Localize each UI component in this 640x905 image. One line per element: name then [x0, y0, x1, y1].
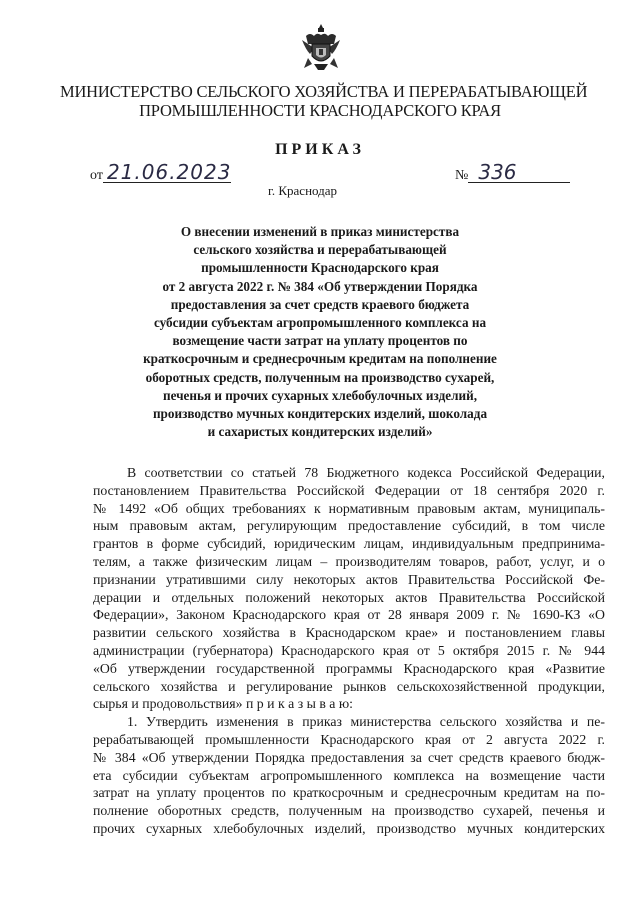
body-line: сырья и продовольствия» п р и к а з ы в а ю: [93, 696, 354, 712]
city-name: г. Краснодар [268, 183, 338, 198]
body-line: сельского хозяйства и регулирование рынков сельскохозяйственной продукции, [93, 678, 605, 694]
body-line: постановлением Правительства Российской Федерации от 18 сентября 2020 г. [93, 482, 605, 498]
body-line: «Об утверждении государственной программы Краснодарского края «Развитие [93, 660, 605, 676]
subject-line: О внесении изменений в приказ министерства [180, 224, 460, 239]
subject-line: краткосрочным и среднесрочным кредитам на пополнение [143, 351, 497, 367]
body-line: телям, а также физическим лицам – производителям товаров, работ, услуг, и о [93, 553, 605, 569]
order-subject [100, 223, 540, 441]
body-line: 1. Утвердить изменения в приказ министерства сельского хозяйства и пе- [127, 714, 605, 730]
subject-line: субсидии субъектам агропромышленного комплекса на [153, 315, 487, 331]
number-value: 336 [468, 162, 570, 183]
subject-line: возмещение части затрат на уплату процентов по [172, 333, 468, 349]
ministry-line: ПРОМЫШЛЕННОСТИ КРАСНОДАРСКОГО КРАЯ [139, 101, 501, 120]
coat-of-arms-icon [300, 22, 342, 72]
subject-line: производство мучных кондитерских изделий, шоколада [152, 406, 488, 422]
subject-line: сельского хозяйства и перерабатывающей [193, 242, 447, 258]
body-line: ным правовым актам, регулирующим предоставление субсидий, в том числе [93, 518, 605, 534]
order-body [93, 464, 605, 838]
number-prefix: № [455, 168, 469, 183]
subject-line: от 2 августа 2022 г. № 384 «Об утверждении Порядка [162, 278, 478, 294]
body-line: признании утратившими силу некоторых актов Правительства Российской Фе- [93, 571, 605, 587]
body-line: грантов в форме субсидий, юридическим лицам, индивидуальным предпринима- [93, 536, 605, 552]
subject-line: оборотных средств, полученным на производство сухарей, [145, 369, 495, 385]
subject-line: печенья и прочих сухарных хлебобулочных изделий, [163, 387, 477, 403]
date-prefix: от [90, 168, 103, 183]
body-line: № 384 «Об утверждении Порядка предоставления за счет средств краевого бюдж- [93, 749, 605, 765]
body-line: прочих сухарных хлебобулочных изделий, производство мучных кондитерских [93, 820, 605, 836]
body-line: дерации и отдельных положений некоторых актов Правительства Российской [93, 589, 605, 605]
body-line: полнение оборотных средств, полученным на производство сухарей, печенья и [93, 803, 605, 819]
body-line: администрации (губернатора) Краснодарского края от 5 октября 2015 г. № 944 [93, 642, 605, 658]
body-line: Федерации», Законом Краснодарского края от 28 января 2009 г. № 1690-КЗ «О [93, 607, 605, 623]
body-line: рерабатывающей промышленности Краснодарского края от 2 августа 2022 г. [93, 731, 605, 747]
body-line: затрат на уплату процентов по краткосрочным и среднесрочным кредитам на по- [93, 785, 605, 801]
body-line: № 1492 «Об общих требованиях к нормативным правовым актам, муниципаль- [93, 500, 605, 516]
ministry-line: МИНИСТЕРСТВО СЕЛЬСКОГО ХОЗЯЙСТВА И ПЕРЕРАБАТЫВАЮЩЕЙ [60, 82, 588, 101]
body-line: В соответствии со статьей 78 Бюджетного кодекса Российской Федерации, [127, 465, 605, 480]
subject-line: предоставления за счет средств краевого бюджета [170, 296, 470, 312]
order-title: ПРИКАЗ [275, 141, 365, 158]
order-date [90, 162, 231, 184]
ministry-name [60, 82, 588, 120]
subject-line: и сахаристых кондитерских изделий» [207, 424, 433, 440]
body-line: ета субсидии субъектам агропромышленного комплекса на возмещение части [93, 767, 605, 783]
date-value: 21.06.2023 [103, 162, 232, 183]
subject-line: промышленности Краснодарского края [201, 260, 439, 276]
body-line: развитии сельского хозяйства в Краснодарском крае» и постановлением главы [93, 625, 605, 641]
order-number [455, 162, 570, 184]
